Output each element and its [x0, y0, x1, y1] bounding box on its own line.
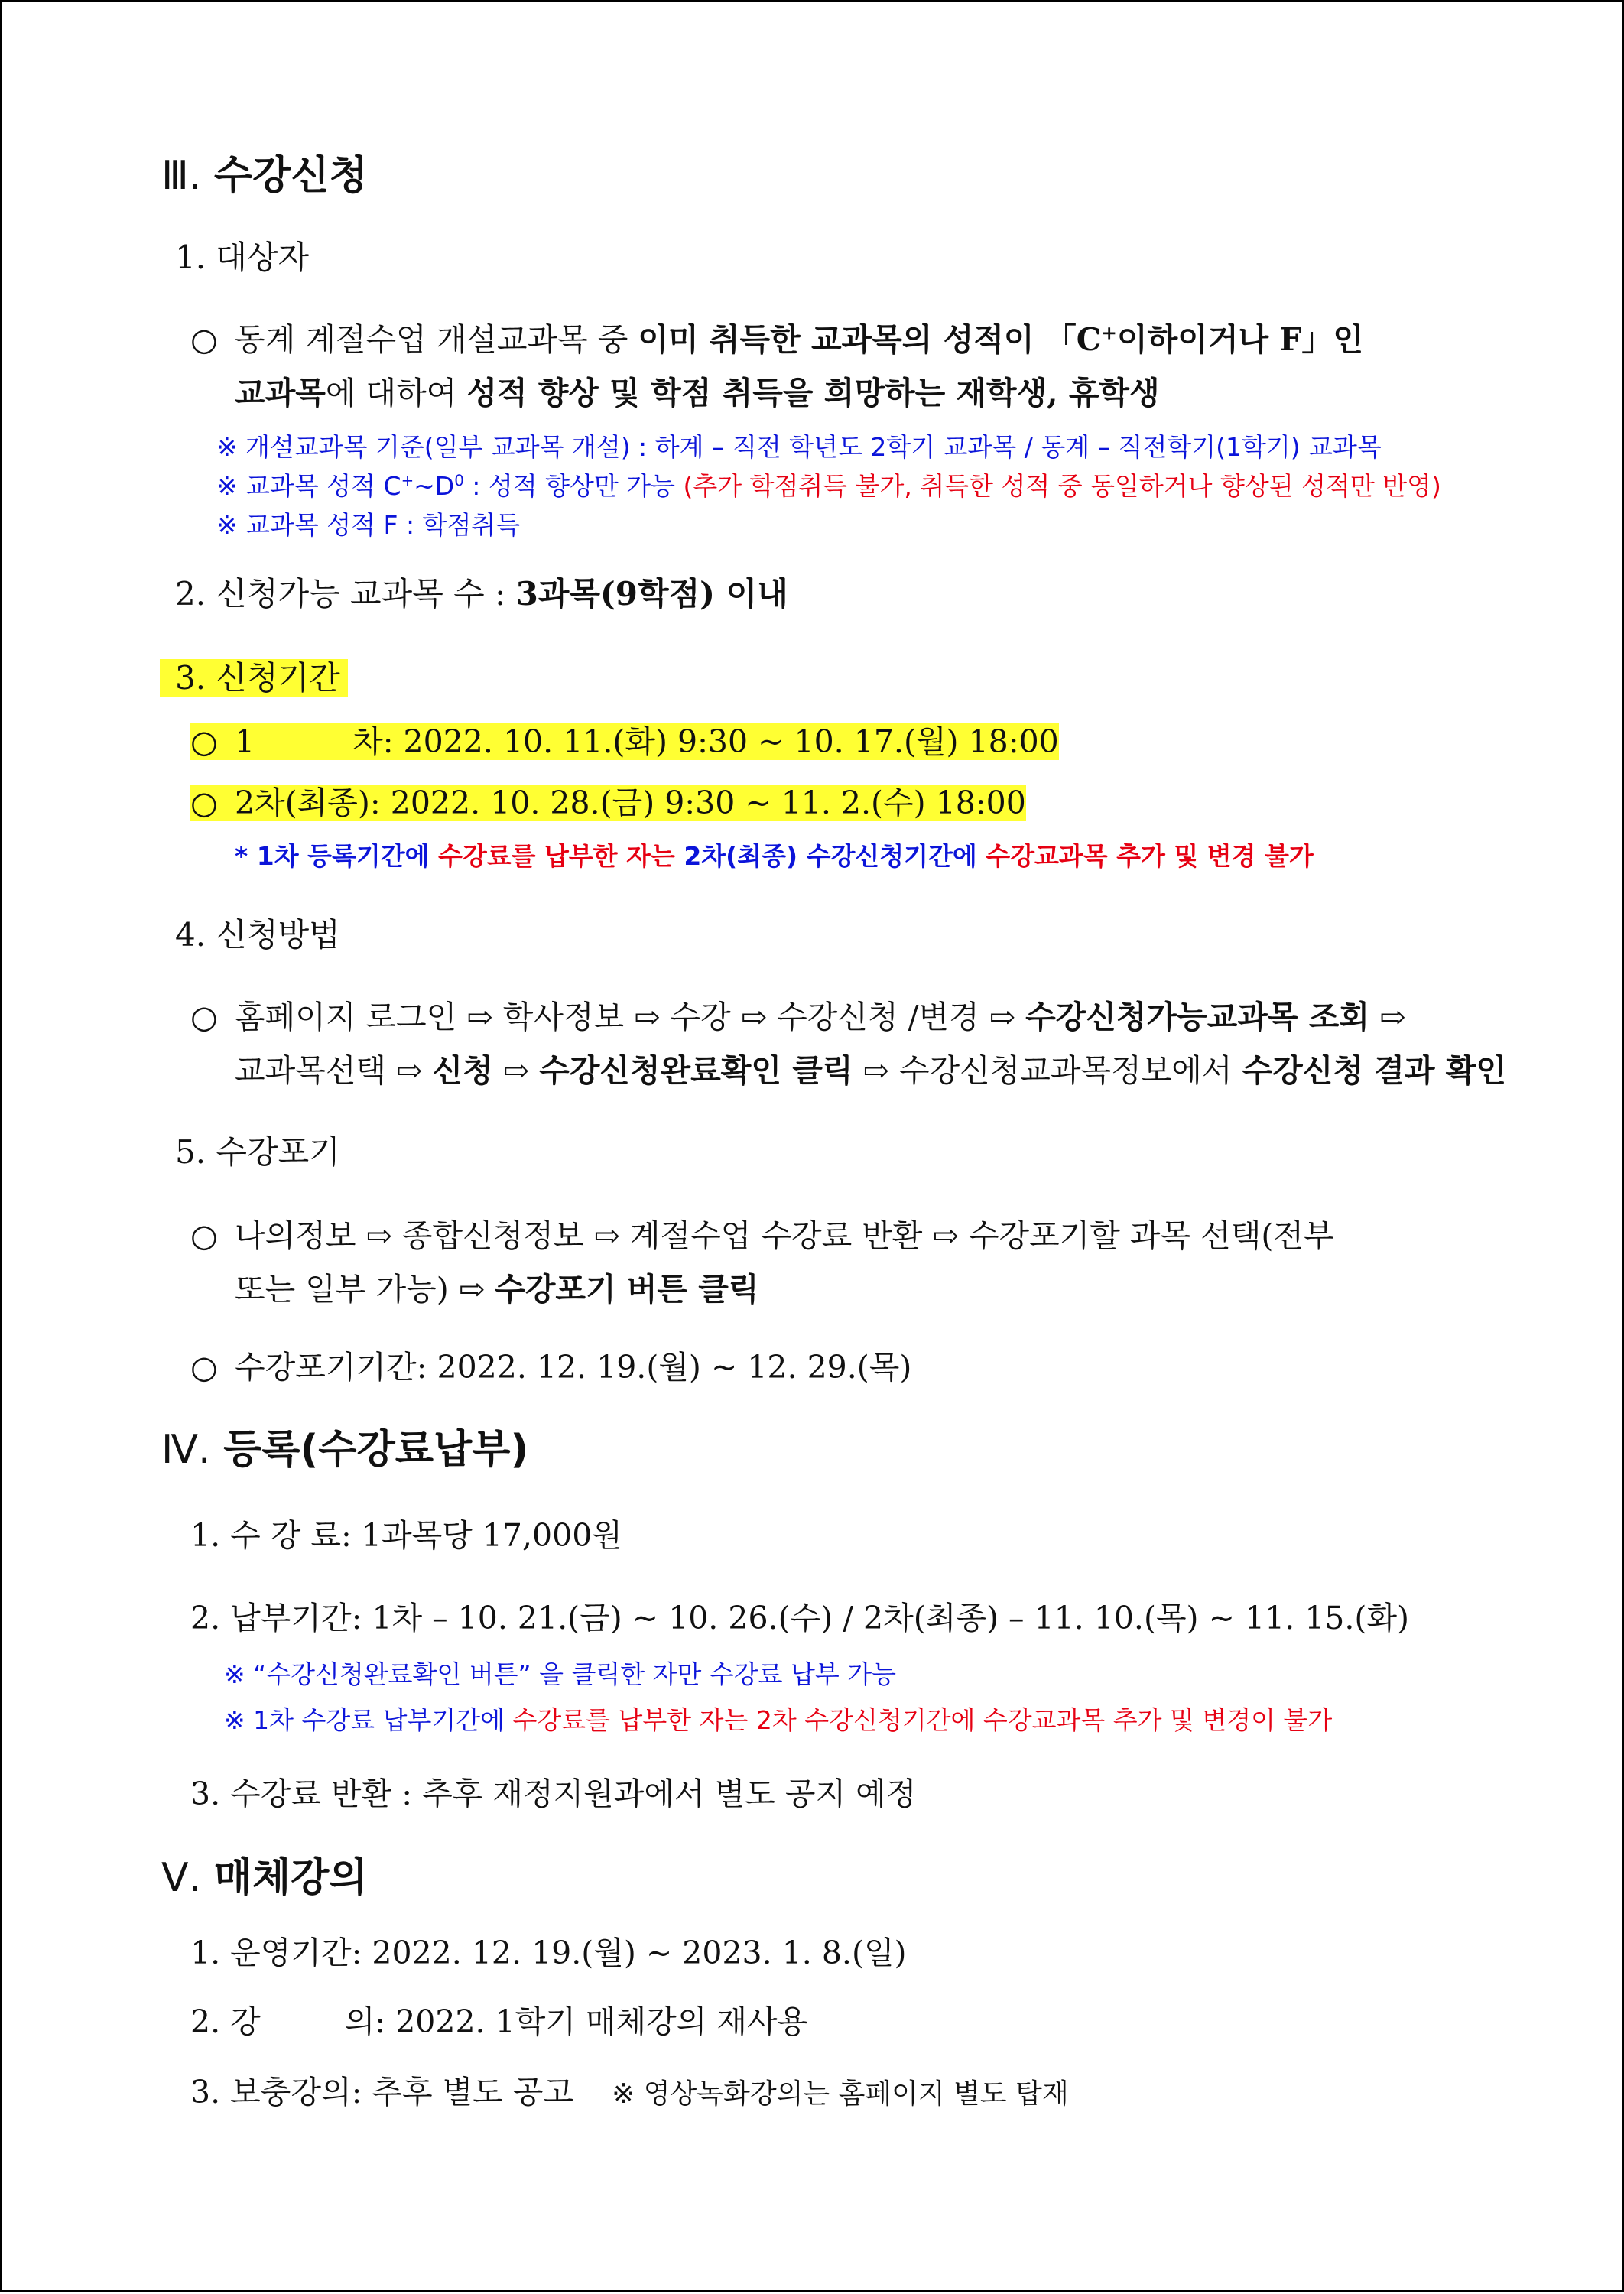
note-line: * 1차 등록기간에 수강료를 납부한 자는 2차(최종) 수강신청기간에 수강교과목 추가 및 변경 불가: [235, 841, 1314, 871]
schedule-line-2: ○ 2차(최종): 2022. 10. 28.(금) 9:30 ~ 11. 2.(수) 18:00: [190, 785, 1026, 821]
section-number: Ⅲ.: [161, 153, 202, 199]
subsection-title: 4. 신청방법: [175, 916, 340, 954]
list-item: 3. 보충강의: 추후 별도 공고 ※ 영상녹화강의는 홈페이지 별도 탑재: [190, 2074, 1069, 2110]
subsection-title: 5. 수강포기: [175, 1133, 340, 1171]
note-line: ※ 교과목 성적 F : 학점취득: [216, 510, 521, 540]
subsection-title: 1. 대상자: [175, 239, 310, 276]
section-title: 수강신청: [213, 153, 368, 199]
bullet: ○: [190, 321, 218, 358]
schedule-line-1: ○ 1 차: 2022. 10. 11.(화) 9:30 ~ 10. 17.(월) 18:00: [190, 723, 1059, 760]
list-item: 3. 수강료 반환 : 추후 재정지원과에서 별도 공지 예정: [190, 1776, 917, 1812]
paragraph-line: 교과목에 대하여 성적 향상 및 학점 취득을 희망하는 재학생, 휴학생: [235, 375, 1160, 411]
paragraph-line: 또는 일부 가능) ⇨ 수강포기 버튼 클릭: [235, 1271, 759, 1308]
paragraph-line: ○ 동계 계절수업 개설교과목 중 이미 취득한 교과목의 성적이 「C+이하이거나 F」인: [190, 321, 1364, 358]
paragraph-line: ○ 수강포기기간: 2022. 12. 19.(월) ~ 12. 29.(목): [190, 1349, 912, 1386]
note-line: ※ 1차 수강료 납부기간에 수강료를 납부한 자는 2차 수강신청기간에 수강교과목 추가 및 변경이 불가: [224, 1705, 1333, 1735]
paragraph-line: 교과목선택 ⇨ 신청 ⇨ 수강신청완료확인 클릭 ⇨ 수강신청교과목정보에서 수강신청 결과 확인: [235, 1052, 1506, 1089]
list-item: 1. 수 강 료: 1과목당 17,000원: [190, 1517, 622, 1554]
section-3-heading: [161, 154, 368, 200]
paragraph-line: ○ 나의정보 ⇨ 종합신청정보 ⇨ 계절수업 수강료 반환 ⇨ 수강포기할 과목 선택(전부: [190, 1217, 1334, 1254]
section-5-heading: Ⅴ. 매체강의: [161, 1855, 368, 1901]
paragraph-line: ○ 홈페이지 로그인 ⇨ 학사정보 ⇨ 수강 ⇨ 수강신청 /변경 ⇨ 수강신청가능교과목 조회 ⇨: [190, 999, 1406, 1035]
section-4-heading: Ⅳ. 등록(수강료납부): [161, 1427, 529, 1473]
subsection-title: 3. 신청기간: [160, 660, 348, 697]
note-line: ※ “수강신청완료확인 버튼” 을 클릭한 자만 수강료 납부 가능: [224, 1659, 896, 1689]
list-item: 1. 운영기간: 2022. 12. 19.(월) ~ 2023. 1. 8.(일): [190, 1935, 907, 1971]
list-item: 2. 납부기간: 1차 – 10. 21.(금) ~ 10. 26.(수) / 2차(최종) – 11. 10.(목) ~ 11. 15.(화): [190, 1600, 1410, 1636]
note-line: ※ 교과목 성적 $C^+\sim D^0$ : 성적 향상만 가능 (추가 학점취득 불가, 취득한 성적 중 동일하거나 향상된 성적만 반영): [216, 471, 1441, 501]
subsection-title: 2. 신청가능 교과목 수 : 3과목(9학점) 이내: [175, 575, 788, 612]
list-item: 2. 강 의: 2022. 1학기 매체강의 재사용: [190, 2003, 808, 2040]
note-line: ※ 개설교과목 기준(일부 교과목 개설) : 하계 – 직전 학년도 2학기 교과목 / 동계 – 직전학기(1학기) 교과목: [216, 432, 1382, 462]
